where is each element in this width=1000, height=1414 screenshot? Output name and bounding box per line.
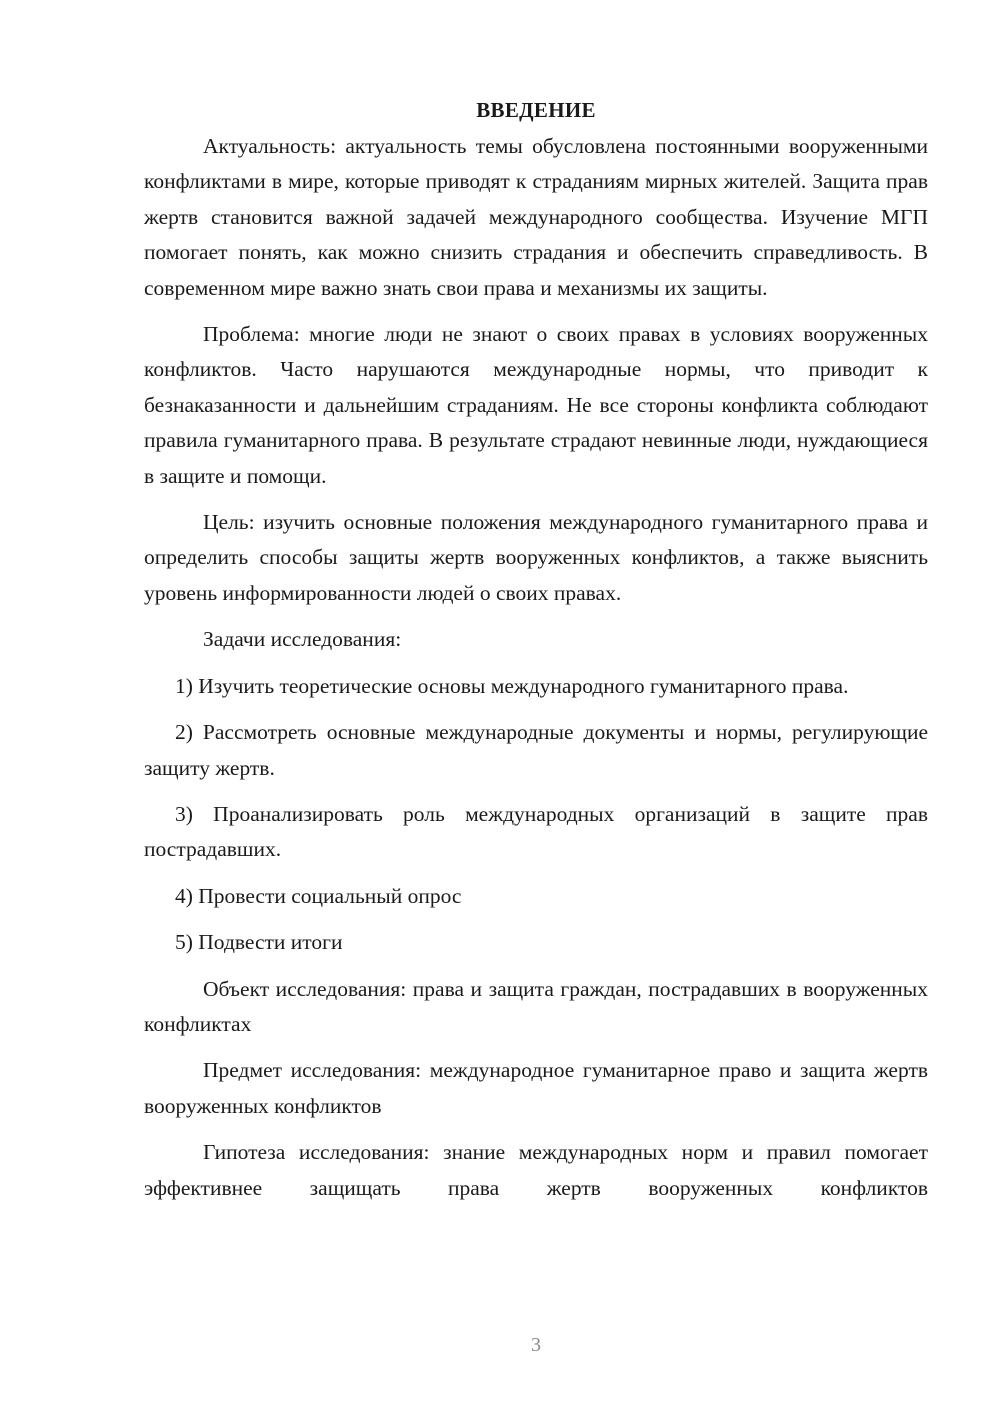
- paragraph-problem: Проблема: многие люди не знают о своих правах в условиях вооруженных конфликтов. Часто нарушаются международные нормы, что приводит к безнаказанности и дальнейшим страданиям. Не все стороны конфликта соблюдают правила гуманитарного права. В результате страдают невинные люди, нуждающиеся в защите и помощи.: [144, 322, 928, 488]
- section-title: ВВЕДЕНИЕ: [476, 98, 596, 122]
- paragraph-relevance: Актуальность: актуальность темы обусловлена постоянными вооруженными конфликтами в мире, которые приводят к страданиям мирных жителей. Защита прав жертв становится важной задачей международного сообщества. Изучение МГП помогает понять, как можно снизить страдания и обеспечить справедливость. В современном мире важно знать свои права и механизмы их защиты.: [144, 134, 928, 300]
- page-number: 3: [531, 1334, 541, 1356]
- paragraph-subject: Предмет исследования: международное гуманитарное право и защита жертв вооруженных конфликтов: [144, 1058, 928, 1118]
- task-item-2: 2) Рассмотреть основные международные документы и нормы, регулирующие защиту жертв.: [144, 720, 928, 780]
- task-item-1: 1) Изучить теоретические основы международного гуманитарного права.: [175, 673, 849, 698]
- document-page: [144, 92, 928, 1217]
- task-item-4: 4) Провести социальный опрос: [175, 883, 462, 908]
- task-item-3: 3) Проанализировать роль международных организаций в защите прав пострадавших.: [144, 801, 928, 862]
- tasks-heading: Задачи исследования:: [203, 627, 402, 652]
- task-item-5: 5) Подвести итоги: [175, 930, 343, 955]
- paragraph-hypothesis: Гипотеза исследования: знание международных норм и правил помогает эффективнее защищать права жертв вооруженных конфликтов: [144, 1140, 928, 1200]
- paragraph-goal: Цель: изучить основные положения международного гуманитарного права и определить способы защиты жертв вооруженных конфликтов, а также выяснить уровень информированности людей о своих правах.: [144, 510, 928, 605]
- paragraph-object: Объект исследования: права и защита граждан, пострадавших в вооруженных конфликтах: [144, 976, 928, 1036]
